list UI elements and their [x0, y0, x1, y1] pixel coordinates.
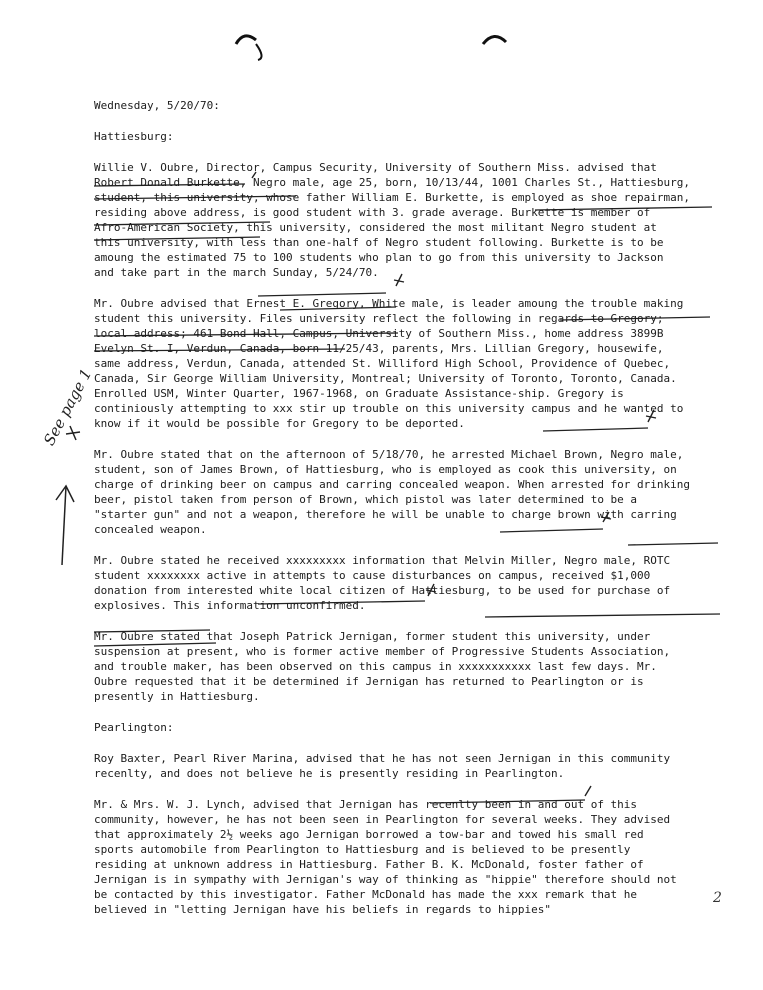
text-line: and take part in the march Sunday, 5/24/70.: [94, 266, 379, 279]
paragraph: [94, 751, 744, 781]
section-heading: Pearlington:: [94, 721, 174, 734]
text-line: sports automobile from Pearlington to Hattiesburg and is believed to be presently: [94, 843, 631, 856]
text-line: residing above address, is good student with 3. grade average. Burkette is member of: [94, 206, 651, 219]
punch-hole-right: [483, 36, 506, 44]
text-line: Roy Baxter, Pearl River Marina, advised that he has not seen Jernigan in this community: [94, 752, 671, 765]
text-line: student this university. Files university reflect the following in regards to Gregory;: [94, 312, 664, 325]
text-line: same address, Verdun, Canada, attended St. Williford High School, Providence of Quebec,: [94, 357, 671, 370]
text-line: explosives. This information unconfirmed.: [94, 599, 366, 612]
text-line: Robert Donald Burkette, Negro male, age 25, born, 10/13/44, 1001 Charles St., Hattiesburg,: [94, 176, 691, 189]
text-line: student, this university, whose father William E. Burkette, is employed as shoe repairman,: [94, 191, 691, 204]
location-heading: Hattiesburg:: [94, 130, 174, 143]
text-line: residing at unknown address in Hattiesburg. Father B. K. McDonald, foster father of: [94, 858, 644, 871]
text-line: "starter gun" and not a weapon, therefore he will be unable to charge brown with carring: [94, 508, 677, 521]
text-line: student, son of James Brown, of Hattiesburg, who is employed as cook this university, on: [94, 463, 677, 476]
text-line: be contacted by this investigator. Father McDonald has made the xxx remark that he: [94, 888, 638, 901]
text-line: Enrolled USM, Winter Quarter, 1967-1968, on Graduate Assistance-ship. Gregory is: [94, 387, 624, 400]
document-body: [94, 98, 744, 917]
text-line: student xxxxxxxx active in attempts to cause disturbances on campus, received $1,000: [94, 569, 651, 582]
paragraph: [94, 160, 744, 280]
paragraph: [94, 553, 744, 613]
paragraph: [94, 797, 744, 917]
text-line: Willie V. Oubre, Director, Campus Security, University of Southern Miss. advised that: [94, 161, 657, 174]
text-line: suspension at present, who is former active member of Progressive Students Association,: [94, 645, 671, 658]
text-line: charge of drinking beer on campus and carring concealed weapon. When arrested for drinking: [94, 478, 691, 491]
text-line: Mr. Oubre stated that on the afternoon of 5/18/70, he arrested Michael Brown, Negro male,: [94, 448, 684, 461]
text-line: beer, pistol taken from person of Brown, which pistol was later determined to be a: [94, 493, 638, 506]
text-line: this university, with less than one-half of Negro student following. Burkette is to be: [94, 236, 664, 249]
punch-hole-left: [236, 36, 256, 44]
text-line: Mr. Oubre advised that Ernest E. Gregory, White male, is leader amoung the trouble making: [94, 297, 684, 310]
text-line: amoung the estimated 75 to 100 students who plan to go from this university to Jackson: [94, 251, 664, 264]
text-line: Oubre requested that it be determined if Jernigan has returned to Pearlington or is: [94, 675, 644, 688]
margin-note: See page 1: [40, 365, 96, 449]
paragraph: [94, 629, 744, 704]
text-line: donation from interested white local citizen of Hattiesburg, to be used for purchase of: [94, 584, 671, 597]
text-line: Mr. Oubre stated he received xxxxxxxxx information that Melvin Miller, Negro male, ROTC: [94, 554, 671, 567]
text-line: that approximately 2½ weeks ago Jernigan borrowed a tow-bar and towed his small red: [94, 828, 644, 841]
text-line: presently in Hattiesburg.: [94, 690, 260, 703]
text-line: recenlty, and does not believe he is presently residing in Pearlington.: [94, 767, 565, 780]
text-line: community, however, he has not been seen in Pearlington for several weeks. They advised: [94, 813, 671, 826]
margin-arrow: [56, 426, 80, 565]
paragraph: [94, 447, 744, 537]
text-line: continiously attempting to xxx stir up trouble on this university campus and he wanted to: [94, 402, 684, 415]
text-line: Mr. & Mrs. W. J. Lynch, advised that Jernigan has recenlty been in and out of this: [94, 798, 638, 811]
text-line: know if it would be possible for Gregory to be deported.: [94, 417, 465, 430]
text-line: and trouble maker, has been observed on this campus in xxxxxxxxxxx last few days. Mr.: [94, 660, 657, 673]
text-line: Canada, Sir George William University, Montreal; University of Toronto, Toronto, Canada.: [94, 372, 677, 385]
text-line: concealed weapon.: [94, 523, 207, 536]
paragraph: [94, 296, 744, 431]
page-number: 2: [713, 890, 722, 906]
text-line: believed in "letting Jernigan have his beliefs in regards to hippies": [94, 903, 551, 916]
date-line: Wednesday, 5/20/70:: [94, 99, 220, 112]
text-line: Evelyn St. I, Verdun, Canada, born 11/25/43, parents, Mrs. Lillian Gregory, housewife,: [94, 342, 664, 355]
text-line: Afro-American Society, this university, considered the most militant Negro student at: [94, 221, 657, 234]
text-line: Jernigan is in sympathy with Jernigan's way of thinking as "hippie" therefore should not: [94, 873, 677, 886]
text-line: Mr. Oubre stated that Joseph Patrick Jernigan, former student this university, under: [94, 630, 651, 643]
text-line: local address; 461 Bond Hall, Campus, University of Southern Miss., home address 3899B: [94, 327, 664, 340]
